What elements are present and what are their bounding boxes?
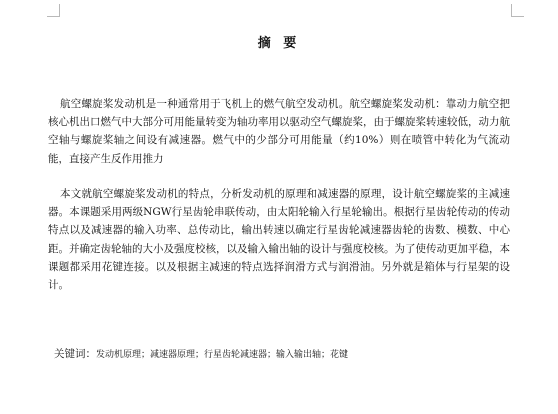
abstract-title: 摘 要: [257, 36, 301, 51]
abstract-paragraph-2: 本文就航空螺旋桨发动机的特点，分析发动机的原理和减速器的原理，设计航空螺旋桨的主减速器。本课题采用两级NGW行星齿轮串联传动，由太阳轮输入行星轮输出。根据行星齿轮传动的传动特点以及减速器的输入功率、总传动比，输出转速以确定行星齿轮减速器齿轮的齿数、模数、中心距。并确定齿轮轴的大小及强度校核，以及输入输出轴的设计与强度校核。为了使传动更加平稳，本课题都采用花键连接。以及根据主减速的特点选择润滑方式与润滑油。另外就是箱体与行星架的设计。: [48, 188, 510, 292]
keywords-list: 发动机原理；减速器原理；行星齿轮减速器；输入输出轴；花键: [96, 350, 349, 360]
keywords-line: [54, 346, 514, 363]
page-corner-mark-top-right: [511, 4, 524, 17]
keywords-label: 关键词：: [54, 348, 96, 360]
page-corner-mark-top-left: [47, 4, 60, 17]
abstract-paragraph-1: 航空螺旋桨发动机是一种通常用于飞机上的燃气航空发动机。航空螺旋桨发动机：靠动力航空把核心机出口燃气中大部分可用能量转变为轴功率用以驱动空气螺旋桨，由于螺旋桨转速较低，动力航空轴与螺旋桨轴之间设有减速器。燃气中的少部分可用能量（约10%）则在喷管中转化为气流动能，直接产生反作用推力: [48, 98, 510, 165]
